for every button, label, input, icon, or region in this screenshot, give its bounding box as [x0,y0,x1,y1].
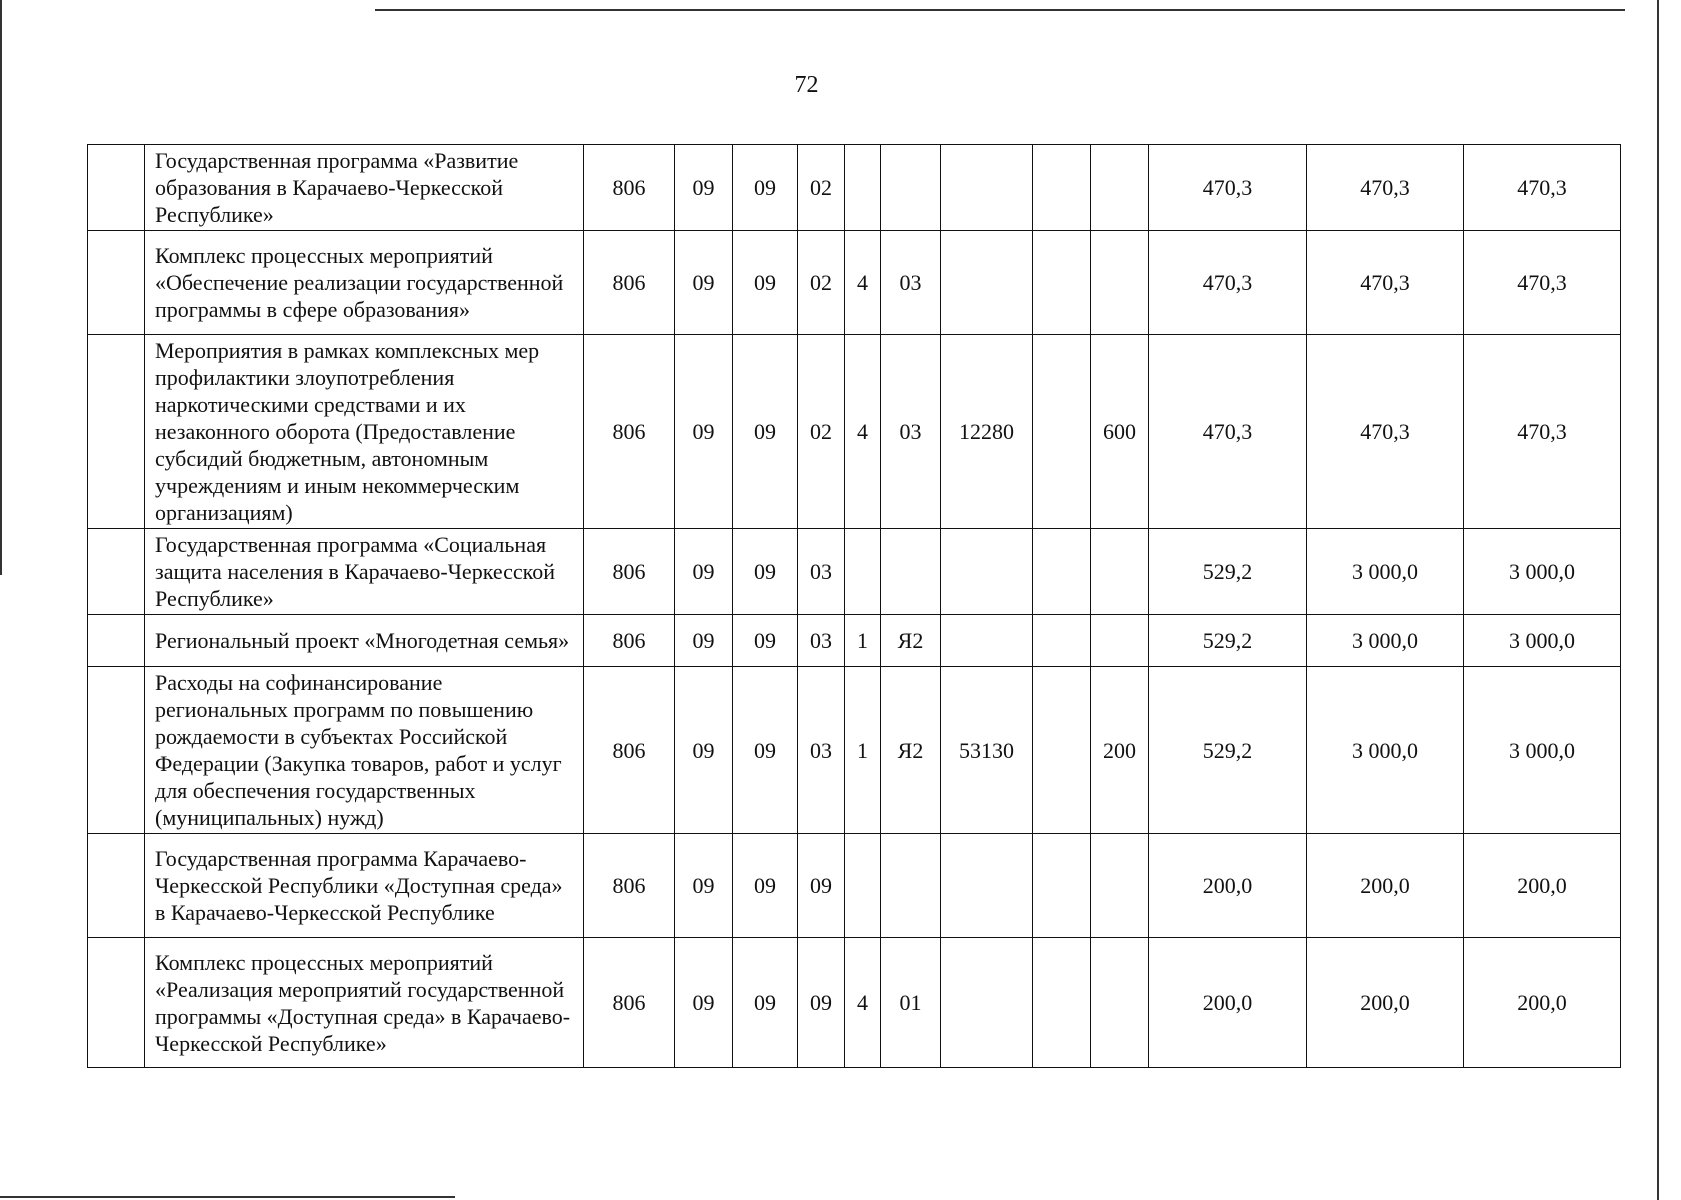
row-name: Государственная программа Карачаево-Черкесской Республики «Доступная среда» в Карачаево-Черкесской Республике [145,834,584,938]
page-number: 72 [794,72,819,98]
row-index-cell [88,938,145,1068]
table-row [88,667,1621,834]
subsection-code: 09 [733,834,798,938]
extra-code [1033,145,1091,231]
table-row [88,335,1621,529]
extra-code [1033,615,1091,667]
amount-year-2: 200,0 [1307,938,1464,1068]
ministry-code: 806 [584,145,675,231]
program-code: 09 [798,834,845,938]
event-code: 03 [881,231,941,335]
extra-code [1033,529,1091,615]
amount-year-1: 529,2 [1149,529,1307,615]
ministry-code: 806 [584,231,675,335]
table-row [88,938,1621,1068]
scan-edge-right [1657,0,1659,1200]
subprogram-code [845,834,881,938]
row-index-cell [88,145,145,231]
section-code: 09 [675,615,733,667]
program-code: 09 [798,938,845,1068]
expense-type-code [1091,615,1149,667]
row-index-cell [88,335,145,529]
table-row [88,145,1621,231]
direction-code [941,938,1033,1068]
event-code [881,834,941,938]
direction-code [941,615,1033,667]
amount-year-1: 470,3 [1149,231,1307,335]
amount-year-2: 470,3 [1307,145,1464,231]
subsection-code: 09 [733,529,798,615]
program-code: 03 [798,529,845,615]
scan-edge-bottom [0,1196,455,1198]
ministry-code: 806 [584,667,675,834]
section-code: 09 [675,231,733,335]
expense-type-code [1091,834,1149,938]
amount-year-1: 200,0 [1149,834,1307,938]
section-code: 09 [675,529,733,615]
ministry-code: 806 [584,615,675,667]
extra-code [1033,335,1091,529]
amount-year-1: 529,2 [1149,667,1307,834]
table-row [88,231,1621,335]
extra-code [1033,231,1091,335]
amount-year-1: 529,2 [1149,615,1307,667]
ministry-code: 806 [584,938,675,1068]
subsection-code: 09 [733,938,798,1068]
amount-year-2: 3 000,0 [1307,667,1464,834]
amount-year-1: 200,0 [1149,938,1307,1068]
expense-type-code [1091,529,1149,615]
event-code: 01 [881,938,941,1068]
direction-code [941,231,1033,335]
amount-year-3: 470,3 [1464,231,1621,335]
ministry-code: 806 [584,335,675,529]
amount-year-3: 470,3 [1464,335,1621,529]
program-code: 02 [798,231,845,335]
amount-year-2: 470,3 [1307,335,1464,529]
section-code: 09 [675,834,733,938]
subprogram-code [845,529,881,615]
table-row [88,615,1621,667]
direction-code [941,529,1033,615]
subsection-code: 09 [733,231,798,335]
amount-year-1: 470,3 [1149,335,1307,529]
program-code: 03 [798,667,845,834]
amount-year-3: 3 000,0 [1464,615,1621,667]
program-code: 03 [798,615,845,667]
extra-code [1033,667,1091,834]
amount-year-2: 3 000,0 [1307,529,1464,615]
amount-year-3: 200,0 [1464,834,1621,938]
ministry-code: 806 [584,529,675,615]
amount-year-3: 470,3 [1464,145,1621,231]
program-code: 02 [798,335,845,529]
expense-type-code [1091,938,1149,1068]
row-name: Мероприятия в рамках комплексных мер профилактики злоупотребления наркотическими средствами и их незаконного оборота (Предоставление субсидий бюджетным, автономным учреждениям и иным некоммерческим организациям) [145,335,584,529]
row-name: Государственная программа «Развитие образования в Карачаево-Черкесской Республике» [145,145,584,231]
amount-year-2: 3 000,0 [1307,615,1464,667]
event-code [881,145,941,231]
event-code: Я2 [881,667,941,834]
section-code: 09 [675,938,733,1068]
subsection-code: 09 [733,667,798,834]
amount-year-1: 470,3 [1149,145,1307,231]
row-name: Комплекс процессных мероприятий «Обеспечение реализации государственной программы в сфере образования» [145,231,584,335]
subsection-code: 09 [733,335,798,529]
subprogram-code: 4 [845,231,881,335]
subsection-code: 09 [733,615,798,667]
row-name: Региональный проект «Многодетная семья» [145,615,584,667]
event-code: 03 [881,335,941,529]
section-code: 09 [675,335,733,529]
table-row [88,529,1621,615]
table-row [88,834,1621,938]
amount-year-2: 200,0 [1307,834,1464,938]
expense-type-code: 600 [1091,335,1149,529]
direction-code [941,145,1033,231]
row-name: Государственная программа «Социальная защита населения в Карачаево-Черкесской Республике» [145,529,584,615]
program-code: 02 [798,145,845,231]
event-code [881,529,941,615]
expense-type-code [1091,231,1149,335]
subprogram-code [845,145,881,231]
row-index-cell [88,615,145,667]
row-name: Расходы на софинансирование региональных программ по повышению рождаемости в субъектах Российской Федерации (Закупка товаров, работ и услуг для обеспечения государственных (муниципальных) нужд) [145,667,584,834]
subprogram-code: 4 [845,335,881,529]
extra-code [1033,938,1091,1068]
subprogram-code: 1 [845,667,881,834]
amount-year-3: 3 000,0 [1464,529,1621,615]
amount-year-3: 3 000,0 [1464,667,1621,834]
amount-year-2: 470,3 [1307,231,1464,335]
budget-table [87,144,1621,1068]
row-index-cell [88,667,145,834]
subsection-code: 09 [733,145,798,231]
row-index-cell [88,834,145,938]
direction-code [941,834,1033,938]
subprogram-code: 1 [845,615,881,667]
row-name: Комплекс процессных мероприятий «Реализация мероприятий государственной программы «Доступная среда» в Карачаево-Черкесской Республике» [145,938,584,1068]
event-code: Я2 [881,615,941,667]
row-index-cell [88,529,145,615]
row-index-cell [88,231,145,335]
amount-year-3: 200,0 [1464,938,1621,1068]
extra-code [1033,834,1091,938]
section-code: 09 [675,145,733,231]
scan-edge-top [375,9,1625,11]
direction-code: 12280 [941,335,1033,529]
expense-type-code [1091,145,1149,231]
expense-type-code: 200 [1091,667,1149,834]
direction-code: 53130 [941,667,1033,834]
subprogram-code: 4 [845,938,881,1068]
section-code: 09 [675,667,733,834]
ministry-code: 806 [584,834,675,938]
